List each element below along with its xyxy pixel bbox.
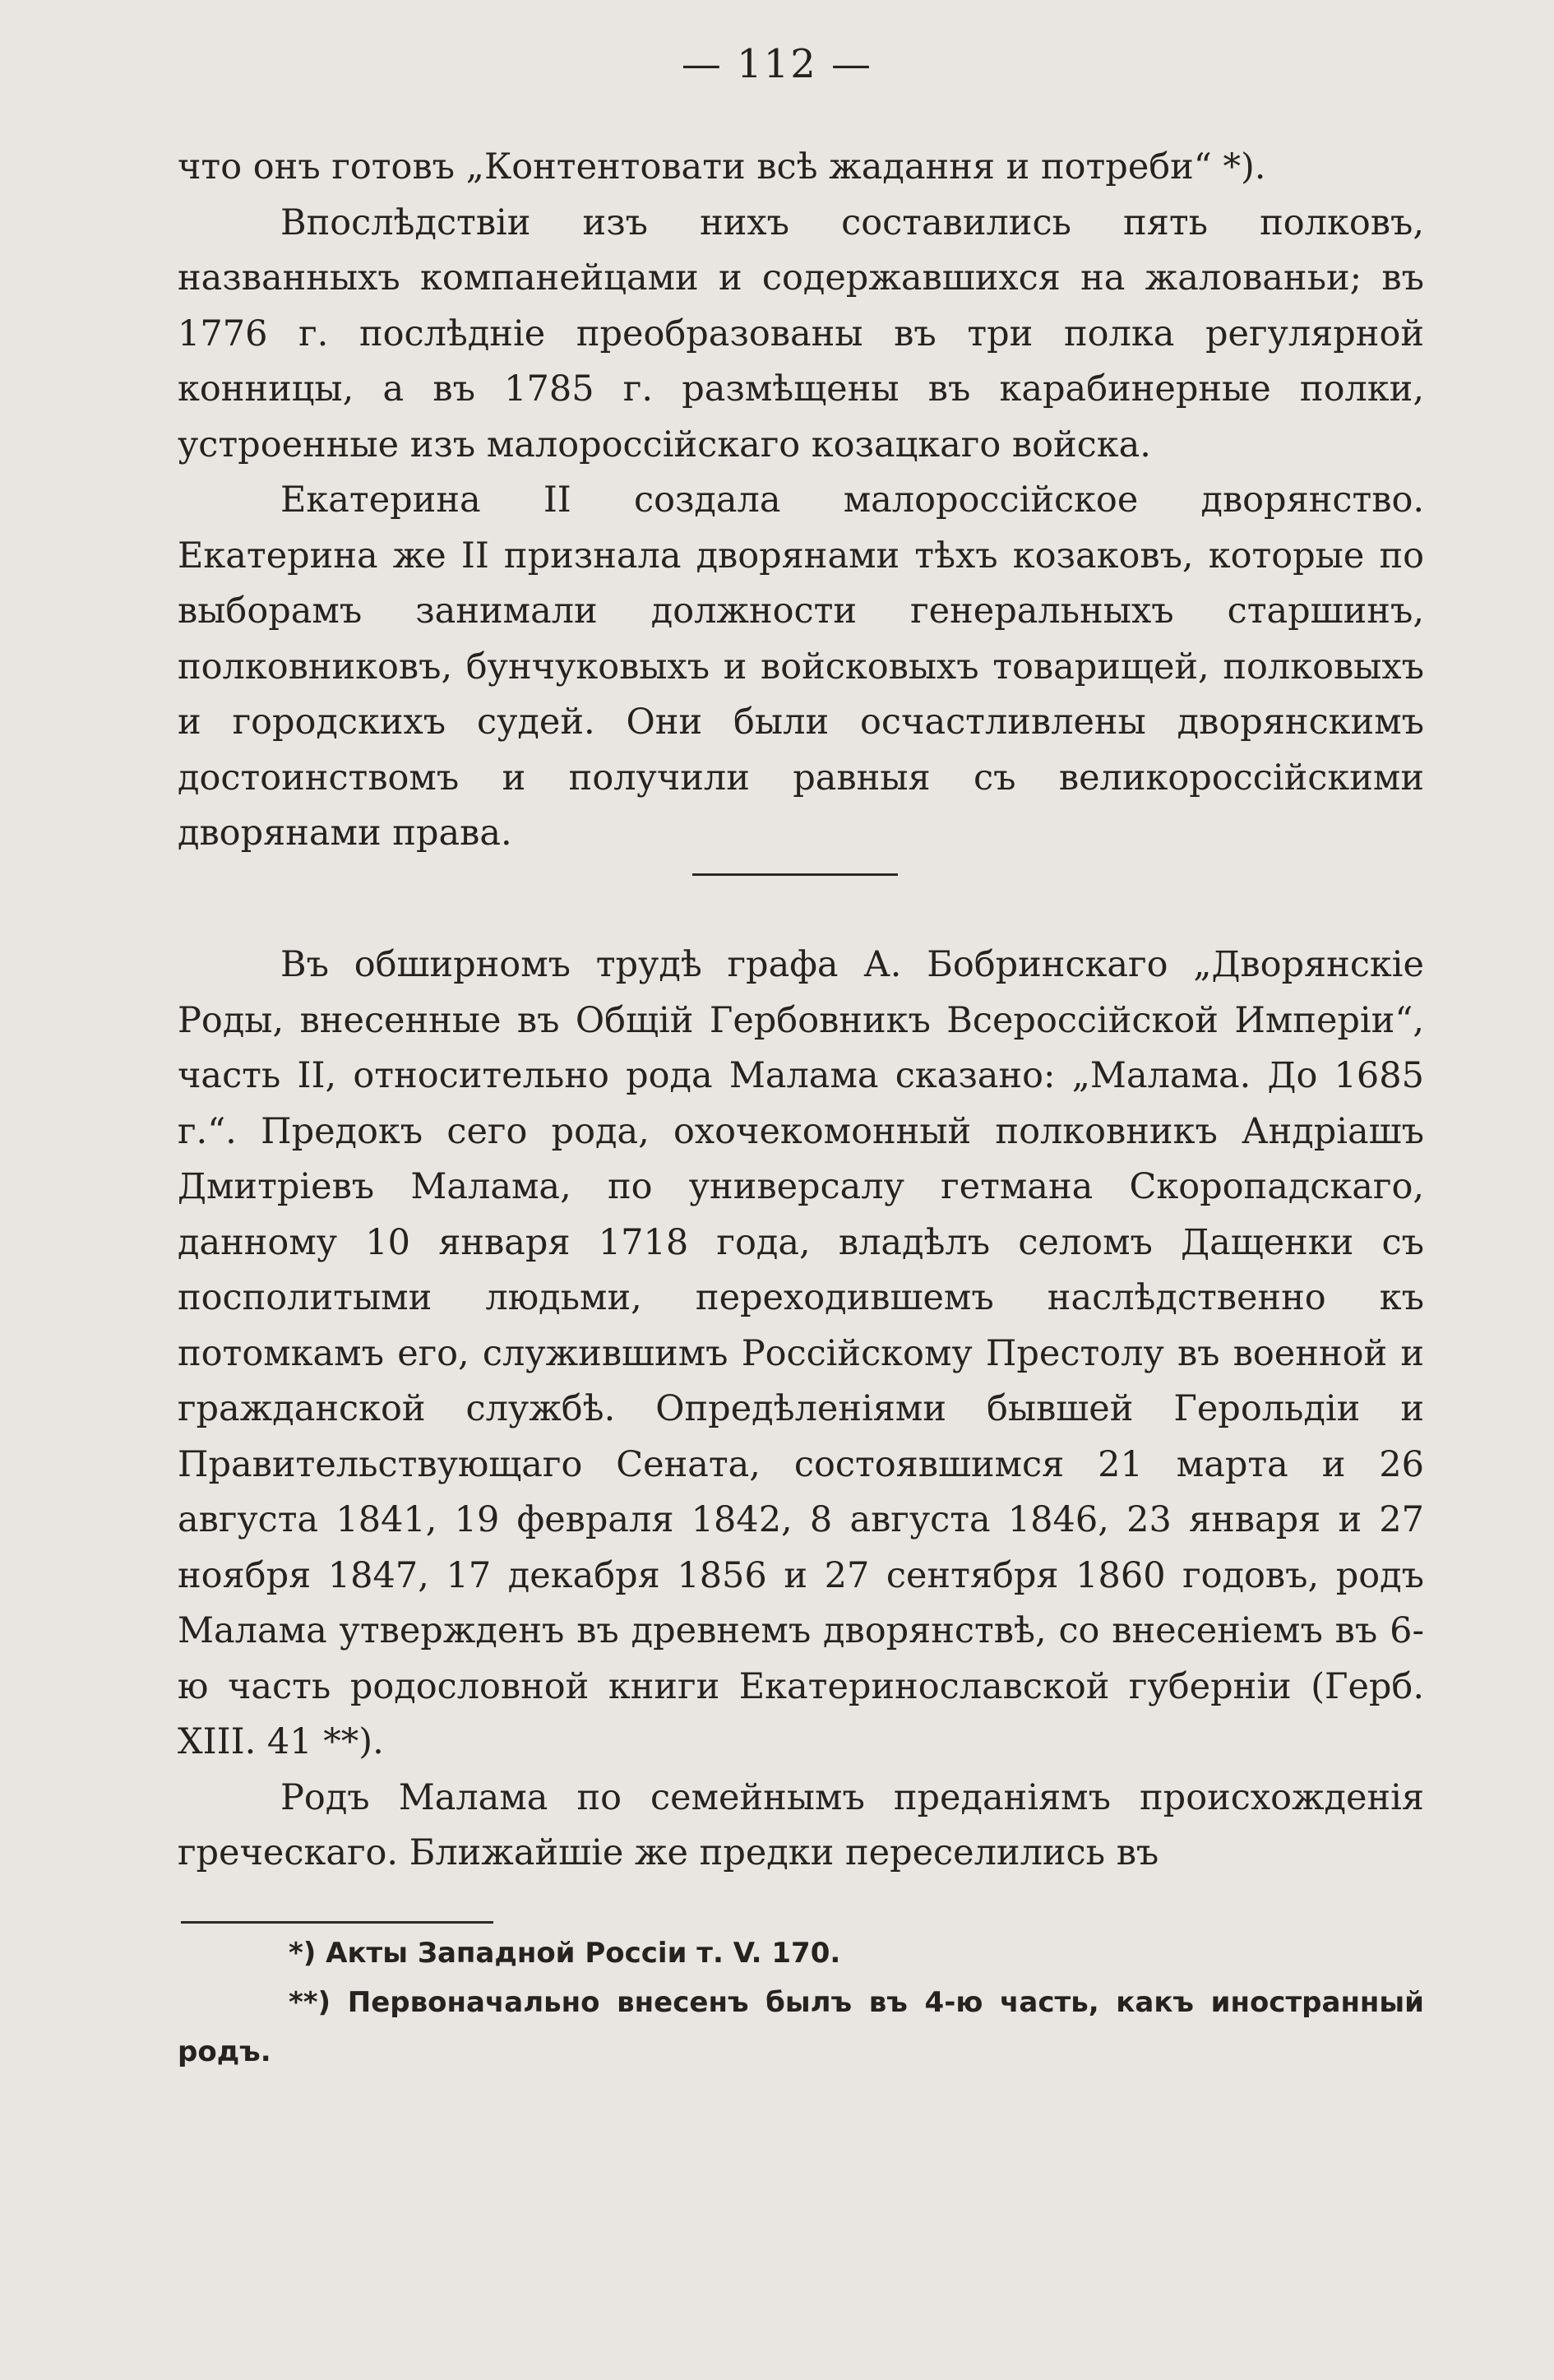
paragraph: Впослѣдствіи изъ нихъ составились пять полковъ, названныхъ компанейцами и содержавшихся на жалованьи; въ 1776 г. послѣдніе преобразованы въ три полка регулярной конницы, а въ 1785 г. размѣщены въ карабинерные полки, устроенные изъ малороссійскаго козацкаго войска.	[178, 201, 1424, 465]
footnote-separator	[181, 1921, 493, 1924]
paragraph: Родъ Малама по семейнымъ преданіямъ происхожденія греческаго. Ближайшіе же предки переселились въ	[178, 1776, 1424, 1873]
text-block-upper	[178, 140, 1424, 862]
page-number: — 112 —	[681, 41, 873, 87]
footnote: *) Акты Западной Россіи т. V. 170.	[289, 1937, 841, 1970]
paragraph: Въ обширномъ трудѣ графа А. Бобринскаго „Дворянскіе Роды, внесенные въ Общій Гербовникъ Всероссійской Имперіи“, часть II, относительно рода Малама сказано: „Малама. До 1685 г.“. Предокъ сего рода, охочекомонный полковникъ Андріашъ Дмитріевъ Малама, по универсалу гетмана Скоропадскаго, данному 10 января 1718 года, владѣлъ селомъ Дащенки съ посполитыми людьми, переходившемъ наслѣдственно къ потомкамъ его, служившимъ Россійскому Престолу въ военной и гражданской службѣ. Опредѣленіями бывшей Герольдіи и Правительствующаго Сената, состоявшимся 21 марта и 26 августа 1841, 19 февраля 1842, 8 августа 1846, 23 января и 27 ноября 1847, 17 декабря 1856 и 27 сентября 1860 годовъ, родъ Малама утвержденъ въ древнемъ дворянствѣ, со внесеніемъ въ 6-ю часть родословной книги Екатеринославской губерніи (Герб. XIII. 41 **).	[178, 944, 1424, 1762]
text-block-lower	[178, 938, 1424, 1882]
paragraph: Екатерина II создала малороссійское дворянство. Екатерина же II признала дворянами тѣхъ козаковъ, которые по выборамъ занимали должности генеральныхъ старшинъ, полковниковъ, бунчуковыхъ и войсковыхъ товарищей, полковыхъ и городскихъ судей. Они были осчастливлены дворянскимъ достоинствомъ и получили равныя съ великороссійскими дворянами права.	[178, 479, 1424, 854]
footnotes	[178, 1929, 1424, 2077]
section-divider	[692, 873, 898, 876]
footnote: **) Первоначально внесенъ былъ въ 4-ю часть, какъ иностранный родъ.	[178, 1986, 1424, 2068]
paragraph: что онъ готовъ „Контентовати всѣ жадання и потреби“ *).	[178, 146, 1266, 188]
